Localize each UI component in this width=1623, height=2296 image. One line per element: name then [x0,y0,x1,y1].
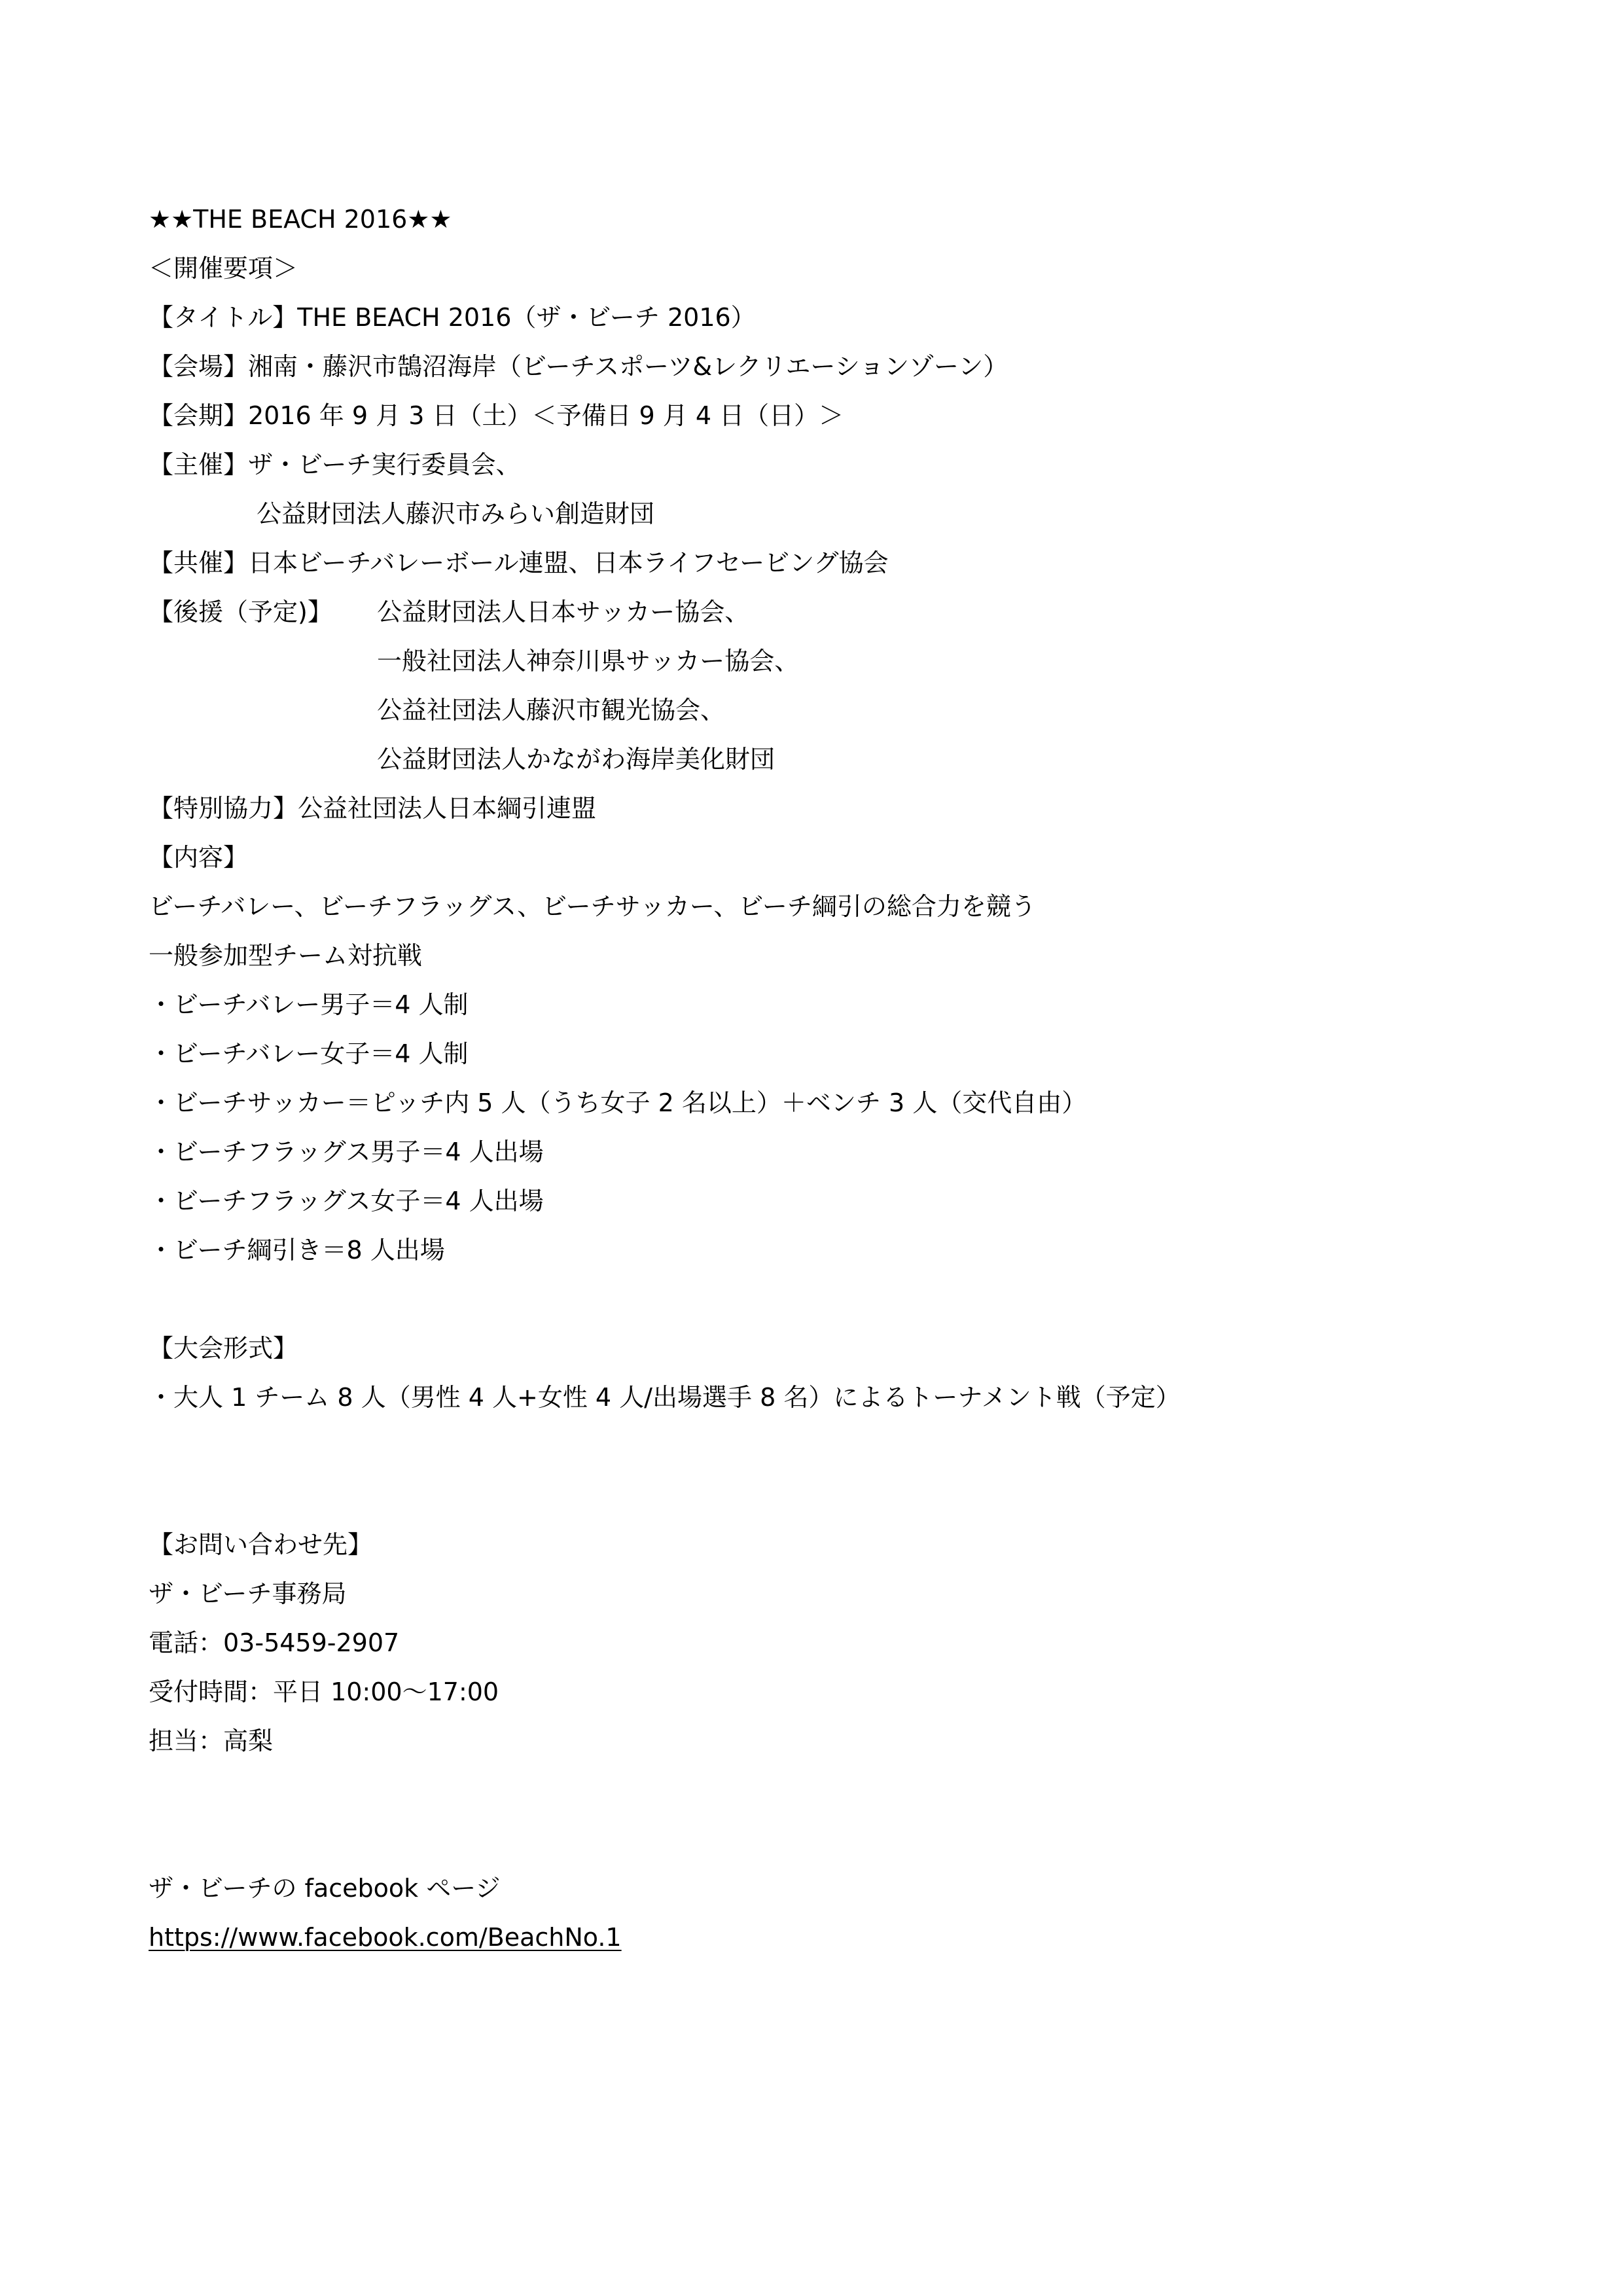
organizer-line: 【主催】ザ・ビーチ実行委員会、 [149,450,521,479]
date-line: 【会期】2016 年 9 月 3 日（土）＜予備日 9 月 4 日（日）＞ [149,401,844,430]
facebook-link[interactable]: https://www.facebook.com/BeachNo.1 [149,1923,622,1952]
contact-organization: ザ・ビーチ事務局 [149,1579,347,1608]
support-item: 一般社団法人神奈川県サッカー協会、 [377,647,800,675]
venue-line: 【会場】湘南・藤沢市鵠沼海岸（ビーチスポーツ&レクリエーションゾーン） [149,352,1008,381]
event-item: ・ビーチフラッグス男子＝4 人出場 [149,1138,544,1166]
event-item: ・ビーチ綱引き＝8 人出場 [149,1236,445,1265]
contact-heading: 【お問い合わせ先】 [149,1530,373,1559]
event-item: ・ビーチフラッグス女子＝4 人出場 [149,1187,544,1215]
document-title: ★★THE BEACH 2016★★ [149,205,452,234]
contact-hours: 受付時間：平日 10:00～17:00 [149,1677,499,1706]
content-description: ビーチバレー、ビーチフラッグス、ビーチサッカー、ビーチ綱引の総合力を競う [149,892,1036,921]
support-item: 公益社団法人藤沢市観光協会、 [377,696,726,725]
event-item: ・ビーチバレー女子＝4 人制 [149,1039,469,1068]
contact-phone: 電話：03-5459-2907 [149,1628,400,1657]
organizer-line-continued: 公益財団法人藤沢市みらい創造財団 [257,499,655,528]
facebook-label: ザ・ビーチの facebook ページ [149,1874,501,1903]
content-heading: 【内容】 [149,843,249,872]
section-heading: ＜開催要項＞ [149,254,298,283]
contact-person: 担当：高梨 [149,1727,274,1755]
support-item: 公益財団法人日本サッカー協会、 [377,598,750,626]
format-heading: 【大会形式】 [149,1334,298,1363]
event-item: ・ビーチバレー男子＝4 人制 [149,990,469,1019]
event-item: ・ビーチサッカー＝ピッチ内 5 人（うち女子 2 名以上）＋ベンチ 3 人（交代自由） [149,1088,1087,1117]
format-line: ・大人 1 チーム 8 人（男性 4 人+女性 4 人/出場選手 8 名）によるトーナメント戦（予定） [149,1383,1181,1412]
special-cooperation-line: 【特別協力】公益社団法人日本綱引連盟 [149,794,597,823]
title-line: 【タイトル】THE BEACH 2016（ザ・ビーチ 2016） [149,303,756,332]
cohost-line: 【共催】日本ビーチバレーボール連盟、日本ライフセービング協会 [149,548,889,577]
support-item: 公益財団法人かながわ海岸美化財団 [377,745,776,774]
content-description-continued: 一般参加型チーム対抗戦 [149,941,423,970]
support-label: 【後援（予定)】 [149,598,332,626]
